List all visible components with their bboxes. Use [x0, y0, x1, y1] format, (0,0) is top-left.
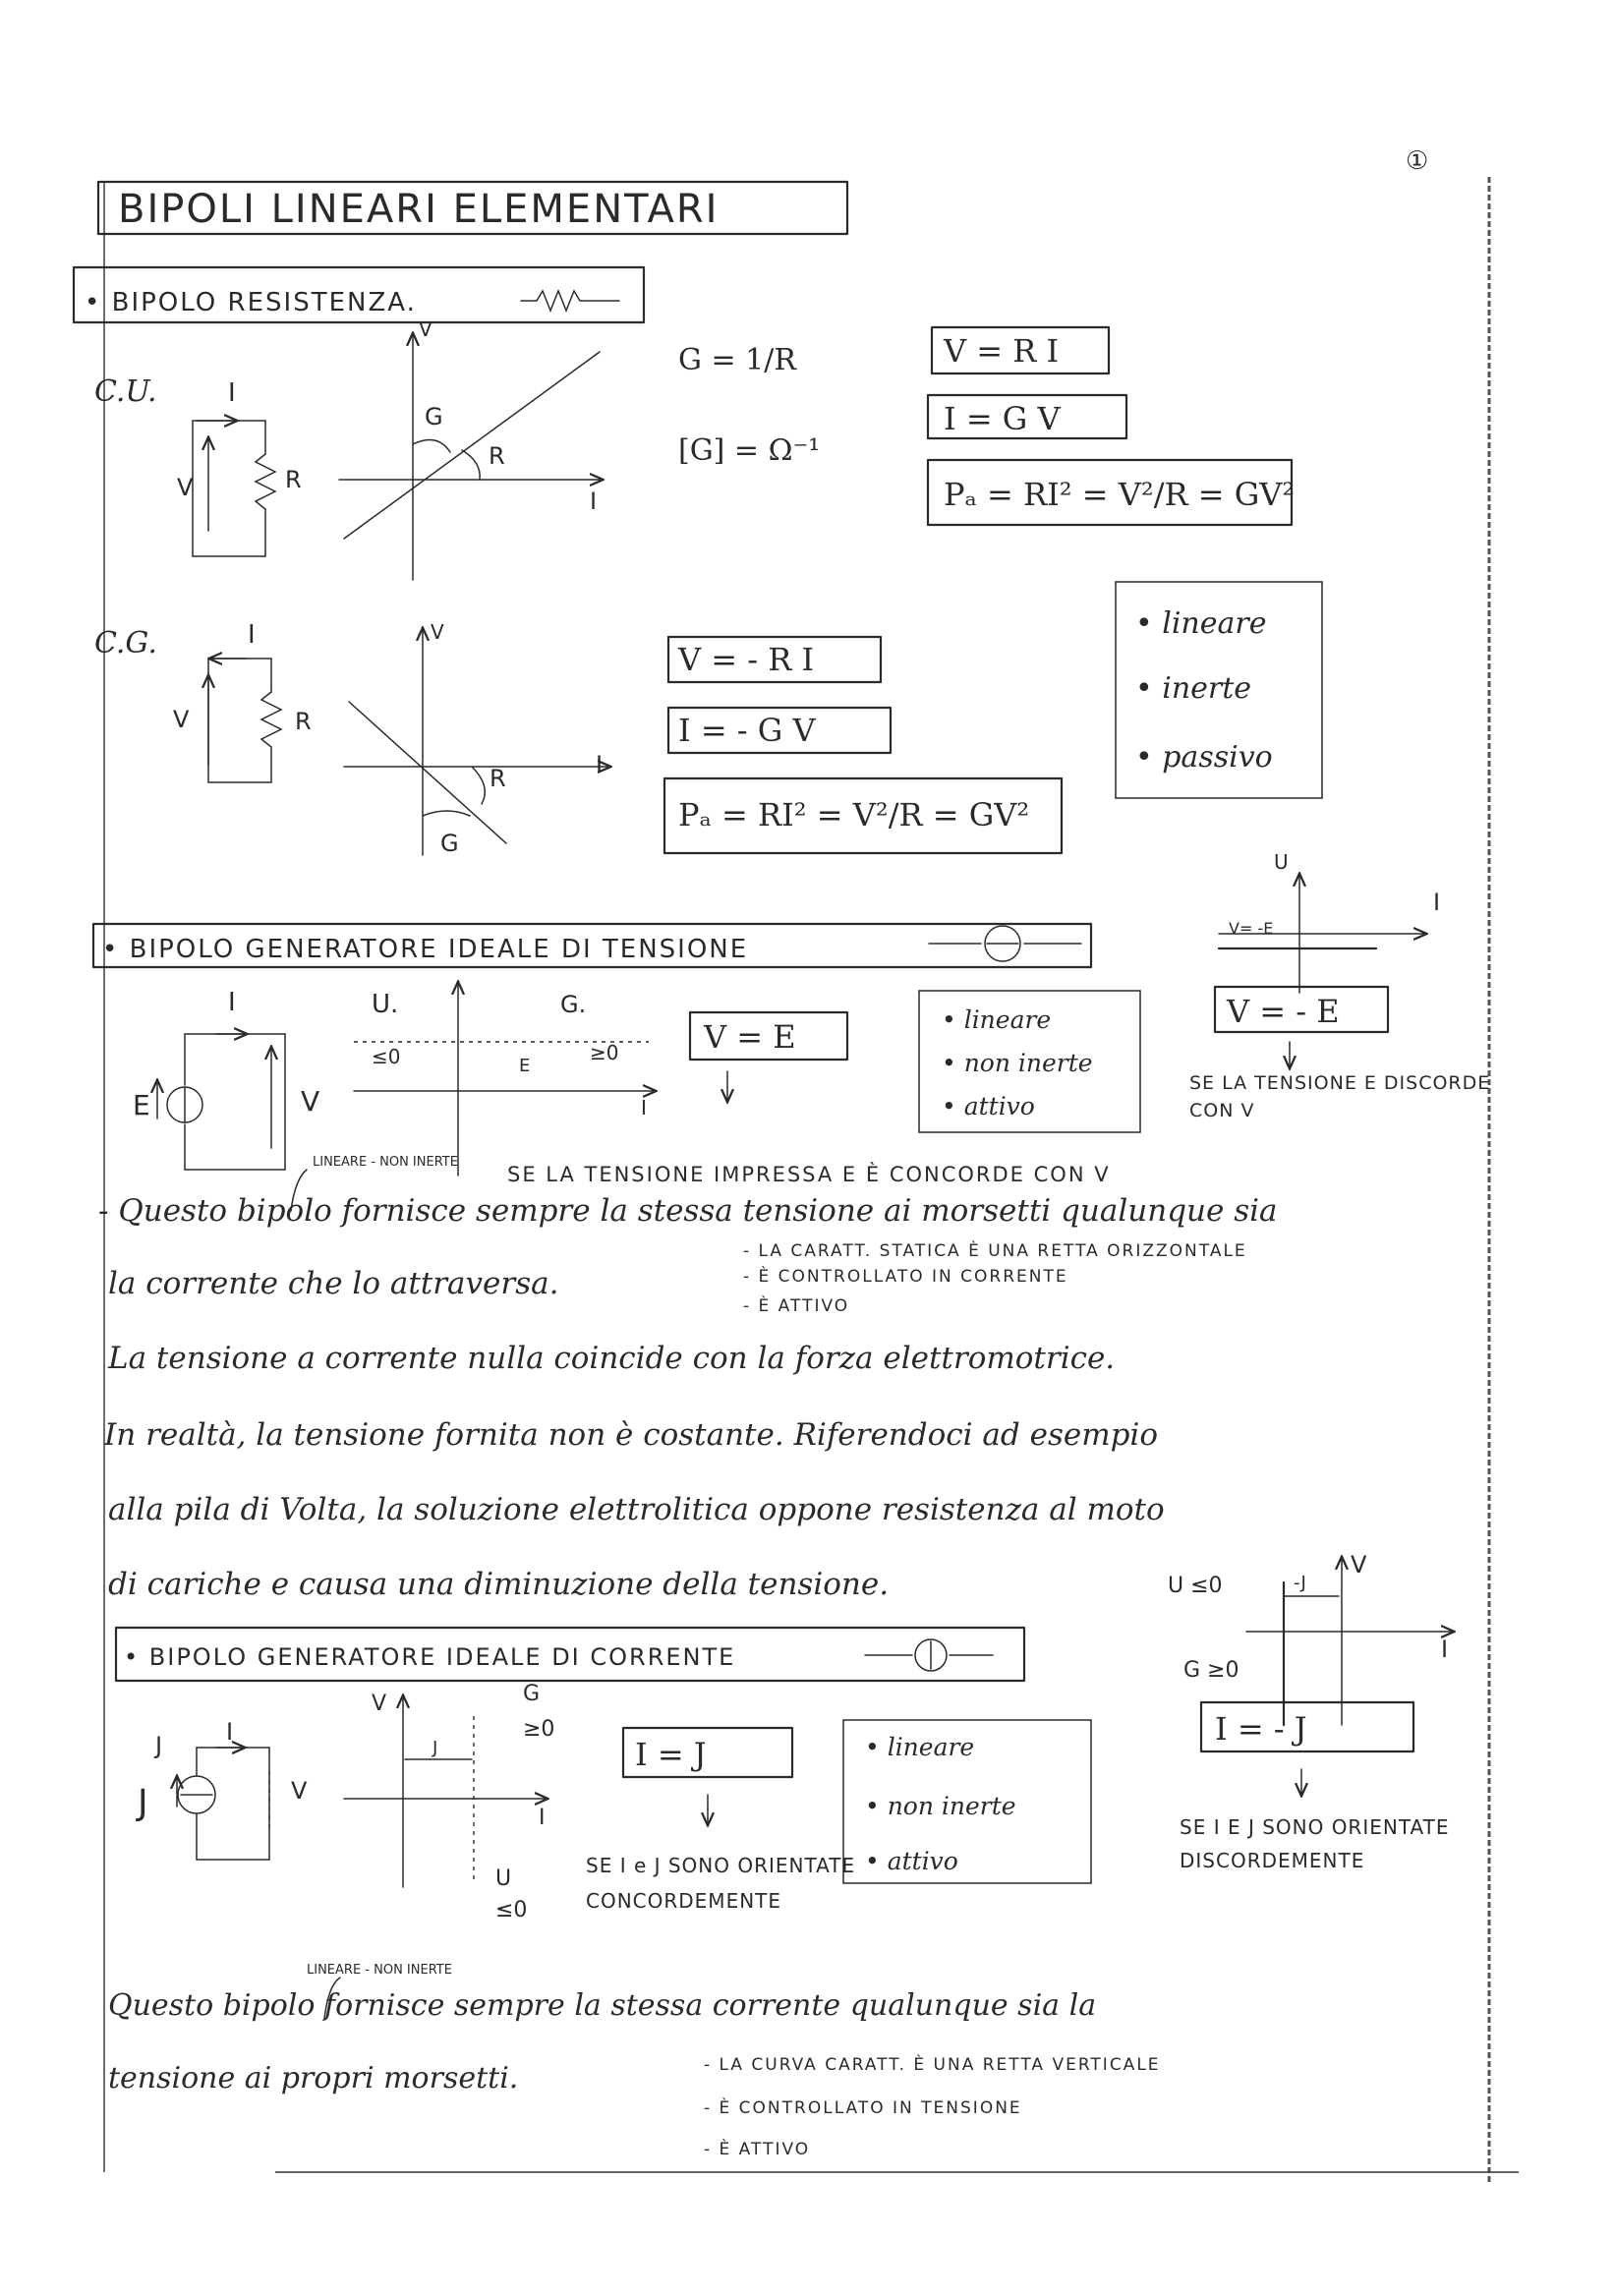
gt-source-label: E	[133, 1089, 150, 1121]
cg-current-label: I	[248, 620, 256, 650]
gc-alt-formula: I = - J	[1215, 1710, 1307, 1748]
gt-g-label: G.	[560, 991, 587, 1018]
cg-characteristic-line	[349, 702, 506, 843]
gc-text-line-2: tensione ai propri morsetti.	[108, 2061, 519, 2095]
gc-g-label: G	[523, 1682, 541, 1706]
resistenza-property-1: • lineare	[1135, 606, 1267, 641]
gc-current-label: I	[226, 1718, 234, 1746]
resistor-symbol-icon	[521, 291, 619, 311]
cg-formula-1: V = - R I	[678, 641, 815, 678]
cu-formula-2: I = G V	[944, 400, 1061, 437]
gt-text-line-5: alla pila di Volta, la soluzione elettrolitica oppone resistenza al moto	[108, 1492, 1165, 1527]
gc-axis-v-label: V	[372, 1692, 387, 1716]
gt-alt-note-wrap	[1189, 1069, 1504, 1138]
gt-formula: V = E	[704, 1018, 796, 1056]
gt-property-3: • attivo	[942, 1092, 1035, 1120]
gc-alt-g-label: G ≥0	[1183, 1658, 1239, 1683]
cu-formula-3: Pₐ = RI² = V²/R = GV²	[944, 476, 1296, 513]
gt-axis-v-label: U.	[372, 990, 399, 1019]
gt-text-line-3: La tensione a corrente nulla coincide con la forza elettromotrice.	[108, 1341, 1116, 1376]
gc-note-wrap	[586, 1848, 1038, 1936]
cu-characteristic-line	[344, 352, 600, 539]
gc-voltage-label: V	[291, 1777, 308, 1805]
cg-label: C.G.	[94, 626, 157, 660]
cu-axis-i-label: I	[590, 488, 598, 515]
cu-formula-1: V = R I	[944, 332, 1060, 370]
cu-angle-g-label: G	[425, 403, 443, 430]
gc-formula: I = J	[635, 1736, 707, 1773]
resistenza-header: • BIPOLO RESISTENZA.	[85, 288, 417, 317]
gc-circuit-wire	[197, 1748, 269, 1860]
gc-le0-label: ≤0	[495, 1898, 528, 1923]
gt-ge0-label: ≥0	[590, 1041, 619, 1064]
gc-bullet-2: - È CONTROLLATO IN TENSIONE	[704, 2098, 1022, 2118]
gt-e-mark: E	[519, 1056, 531, 1076]
cg-axis-v-label: V	[431, 620, 444, 644]
gt-circuit-wire	[185, 1034, 285, 1170]
gc-j-mark: J	[432, 1738, 438, 1758]
gc-alt-axis-i-label: I	[1441, 1636, 1449, 1663]
gc-source-small-label: J	[155, 1732, 163, 1759]
gc-u-label: U	[495, 1866, 512, 1891]
cg-angle-g-label: G	[440, 830, 459, 857]
page-title: BIPOLI LINEARI ELEMENTARI	[118, 187, 720, 232]
cu-angle-r-label: R	[489, 442, 505, 470]
gt-bullet-3: - È ATTIVO	[743, 1296, 850, 1316]
gc-alt-note: SE I E J SONO ORIENTATE DISCORDEMENTE	[1180, 1815, 1450, 1872]
gc-source-label: J	[138, 1783, 148, 1823]
cu-angle-g-arc	[413, 440, 450, 453]
gc-alt-axis-v-label: V	[1351, 1551, 1367, 1578]
g-definition: G = 1/R	[678, 343, 796, 377]
gt-alt-line-label: V= -E	[1229, 919, 1274, 938]
gt-property-1: • lineare	[942, 1005, 1052, 1034]
gt-alt-axis-i-label: I	[1433, 889, 1441, 916]
gc-property-2: • non inerte	[865, 1792, 1016, 1820]
cu-current-label: I	[228, 378, 236, 408]
gt-alt-formula: V = - E	[1227, 993, 1340, 1030]
gc-bullet-3: - È ATTIVO	[704, 2140, 811, 2159]
gt-text-line-1: - Questo bipolo fornisce sempre la stessa tensione ai morsetti qualunque sia	[98, 1193, 1278, 1229]
gc-note: SE I e J SONO ORIENTATE CONCORDEMENTE	[586, 1854, 856, 1913]
gt-voltage-label: V	[301, 1085, 320, 1118]
cg-angle-r-label: R	[490, 765, 506, 792]
gt-bullet-1: - LA CARATT. STATICA È UNA RETTA ORIZZONTALE	[743, 1241, 1247, 1261]
cg-formula-2: I = - G V	[678, 712, 816, 749]
gc-alt-j-mark: -J	[1294, 1573, 1306, 1593]
gt-axis-i-label: I	[641, 1096, 647, 1119]
cu-voltage-label: V	[177, 474, 194, 501]
cg-angle-g-arc	[423, 811, 470, 816]
cg-voltage-label: V	[173, 706, 190, 733]
gt-alt-note: SE LA TENSIONE E DISCORDE CON V	[1189, 1072, 1491, 1121]
gt-bullet-2: - È CONTROLLATO IN CORRENTE	[743, 1267, 1068, 1287]
gt-alt-axis-v-label: U	[1274, 850, 1289, 874]
cu-resistor-label: R	[285, 466, 302, 493]
gen-corrente-header: • BIPOLO GENERATORE IDEALE DI CORRENTE	[124, 1643, 736, 1671]
gt-current-label: I	[228, 988, 236, 1017]
cg-formula-3: Pₐ = RI² = V²/R = GV²	[678, 796, 1030, 833]
cg-angle-r-arc	[472, 767, 485, 804]
cg-wire-top	[208, 659, 271, 692]
cu-wire-top	[193, 421, 265, 454]
gt-annotation: LINEARE - NON INERTE	[313, 1155, 458, 1170]
gc-text-line-1: Questo bipolo fornisce sempre la stessa corrente qualunque sia la	[108, 1988, 1097, 2023]
cg-resistor-label: R	[295, 708, 312, 735]
gc-axis-i-label: I	[539, 1806, 546, 1830]
cu-label: C.U.	[94, 374, 157, 409]
gc-property-3: • attivo	[865, 1847, 958, 1875]
resistenza-property-2: • inerte	[1135, 671, 1252, 706]
gc-annotation: LINEARE - NON INERTE	[307, 1963, 452, 1978]
gen-tensione-header: • BIPOLO GENERATORE IDEALE DI TENSIONE	[102, 935, 749, 964]
cg-resistor-icon	[208, 659, 281, 782]
gt-text-line-2: la corrente che lo attraversa.	[108, 1266, 559, 1301]
gc-alt-u-label: U ≤0	[1168, 1574, 1223, 1598]
gt-concord-note: SE LA TENSIONE IMPRESSA E È CONCORDE CON V	[507, 1163, 1111, 1186]
g-unit: [G] = Ω⁻¹	[678, 433, 821, 468]
gt-le0-label: ≤0	[372, 1045, 401, 1068]
cg-axis-i-label: I	[596, 751, 604, 778]
page-number: ①	[1406, 146, 1429, 176]
cu-axis-v-label: V	[419, 317, 432, 341]
gt-text-line-6: di cariche e causa una diminuzione della tensione.	[108, 1567, 890, 1602]
gt-property-2: • non inerte	[942, 1049, 1093, 1077]
resistenza-property-3: • passivo	[1135, 740, 1273, 775]
gc-ge0-label: ≥0	[523, 1717, 555, 1742]
gt-text-line-4: In realtà, la tensione fornita non è costante. Riferendoci ad esempio	[104, 1417, 1159, 1453]
gc-property-1: • lineare	[865, 1733, 975, 1761]
cu-angle-r-arc	[462, 450, 480, 480]
cu-resistor-icon	[193, 421, 275, 556]
gc-bullet-1: - LA CURVA CARATT. È UNA RETTA VERTICALE	[704, 2055, 1161, 2075]
gc-alt-note-wrap	[1180, 1810, 1514, 1879]
